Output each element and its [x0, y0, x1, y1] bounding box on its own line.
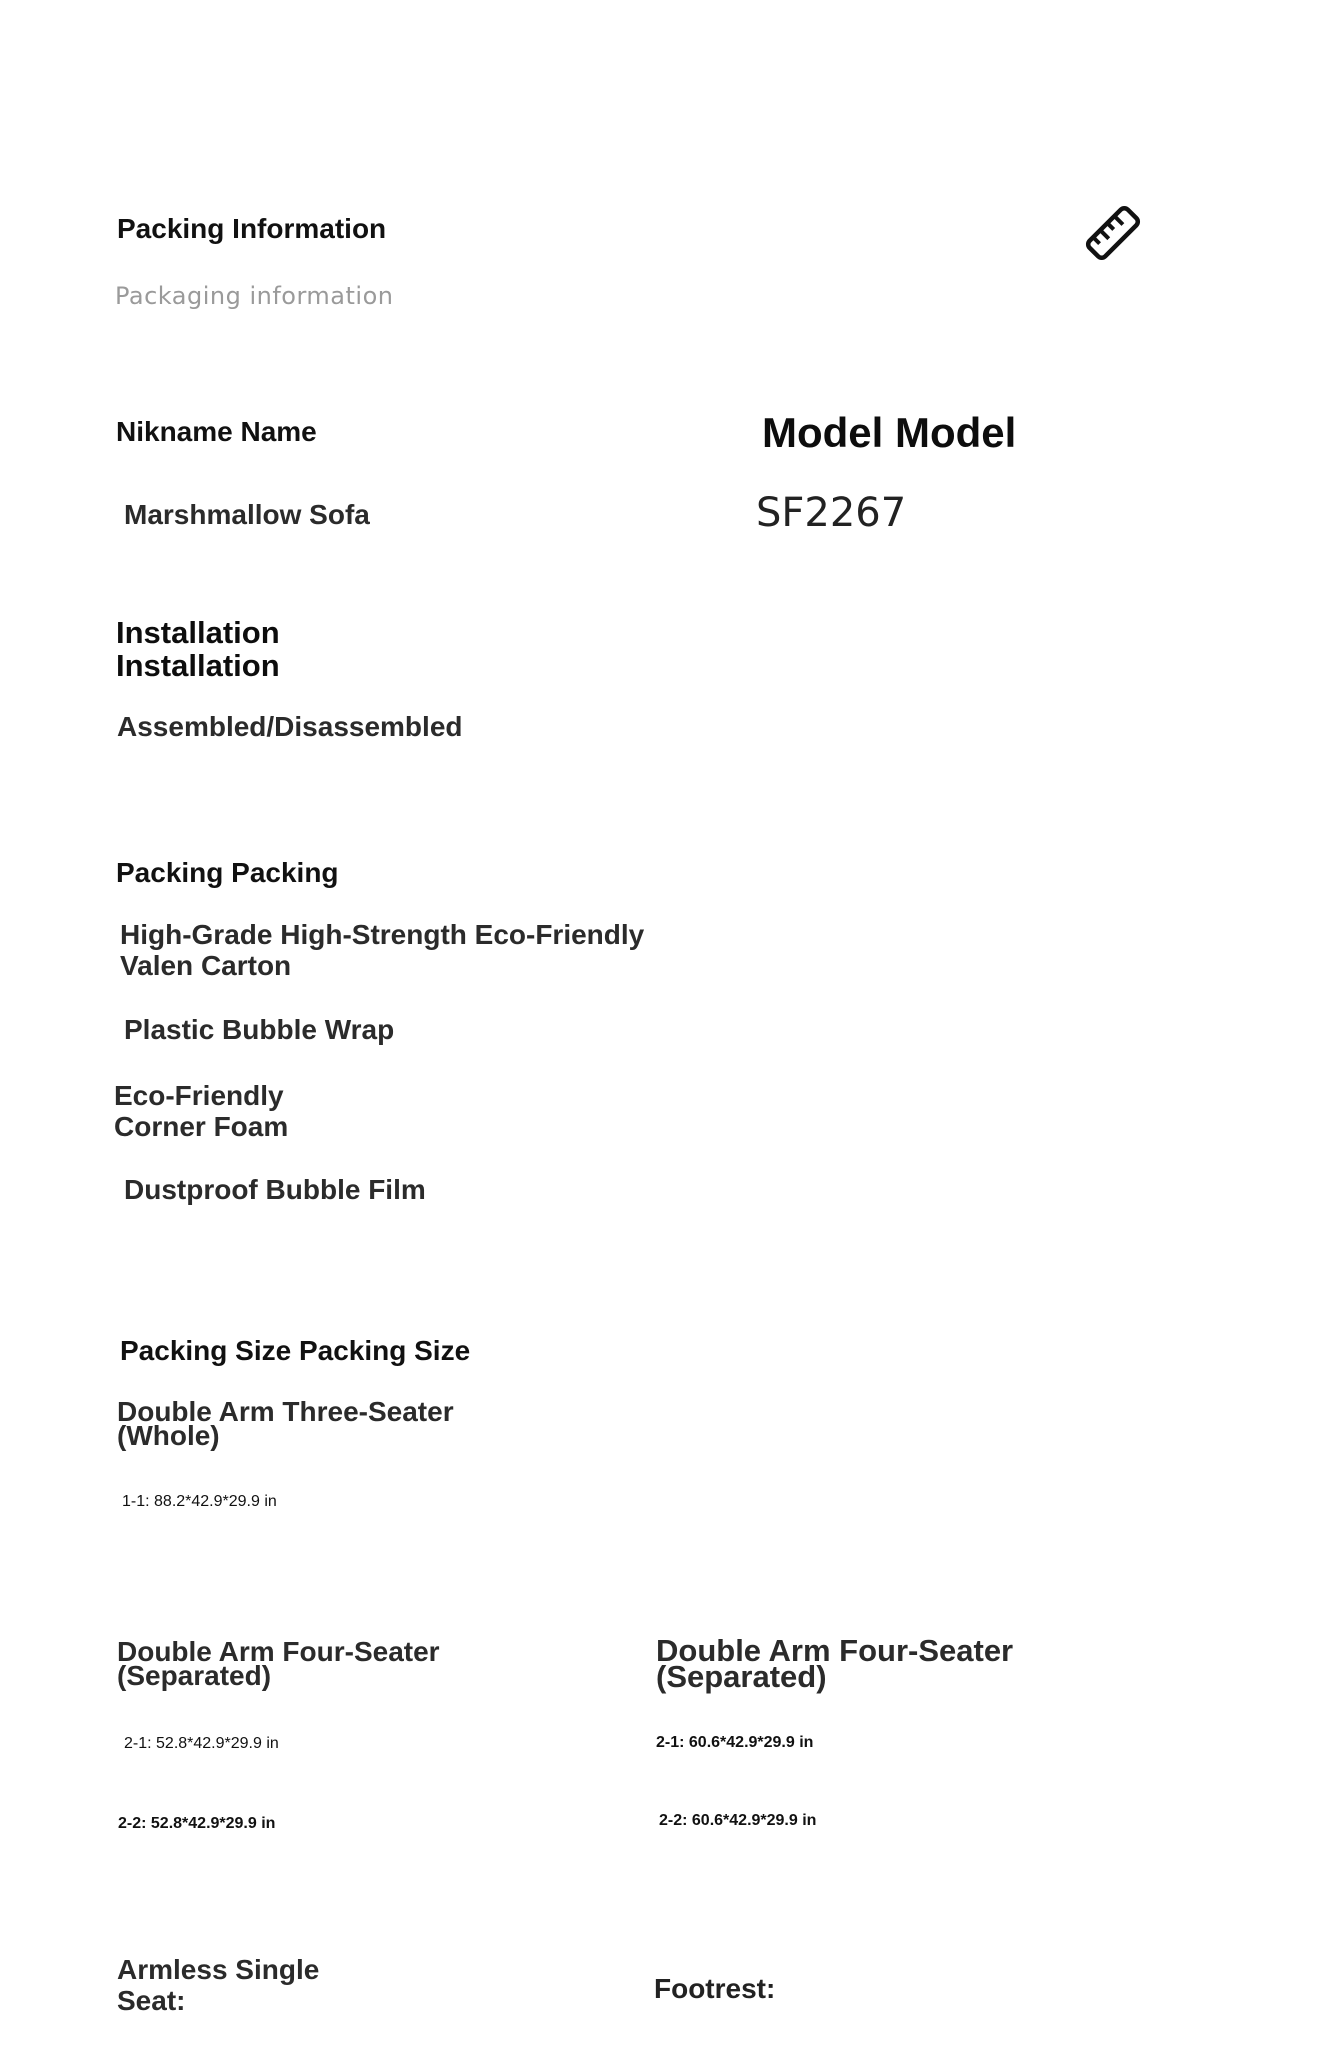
packing-size-label: Packing Size Packing Size — [120, 1335, 471, 1366]
nickname-value: Marshmallow Sofa — [124, 499, 370, 530]
ruler-icon — [1080, 200, 1146, 266]
packing-label: Packing Packing — [116, 857, 339, 888]
four-seater-right-size-2: 2-2: 60.6*42.9*29.9 in — [659, 1812, 817, 1829]
installation-value: Assembled/Disassembled — [117, 711, 463, 742]
armless-single-title: Armless Single Seat: — [117, 1954, 320, 2016]
four-seater-left-size-2: 2-2: 52.8*42.9*29.9 in — [118, 1815, 276, 1832]
nickname-label: Nikname Name — [116, 416, 317, 447]
page-subtitle: Packaging information — [115, 282, 394, 310]
three-seater-size-1: 1-1: 88.2*42.9*29.9 in — [122, 1493, 277, 1510]
packing-item-bubble-wrap: Plastic Bubble Wrap — [124, 1014, 395, 1045]
four-seater-left-title: Double Arm Four-Seater (Separated) — [117, 1636, 440, 1691]
four-seater-left-size-1: 2-1: 52.8*42.9*29.9 in — [124, 1735, 279, 1752]
packing-item-carton: High-Grade High-Strength Eco-Friendly Valen Carton — [120, 919, 645, 981]
model-label: Model Model — [762, 409, 1017, 456]
three-seater-title: Double Arm Three-Seater (Whole) — [117, 1396, 454, 1451]
model-value: SF2267 — [756, 490, 907, 536]
packing-item-bubble-film: Dustproof Bubble Film — [124, 1174, 426, 1205]
installation-label: Installation Installation — [116, 615, 280, 683]
four-seater-right-title: Double Arm Four-Seater (Separated) — [656, 1633, 1014, 1695]
packing-item-corner-foam: Eco-Friendly Corner Foam — [114, 1080, 289, 1142]
footrest-title: Footrest: — [654, 1973, 776, 2004]
page-title: Packing Information — [117, 213, 387, 244]
four-seater-right-size-1: 2-1: 60.6*42.9*29.9 in — [656, 1734, 814, 1751]
